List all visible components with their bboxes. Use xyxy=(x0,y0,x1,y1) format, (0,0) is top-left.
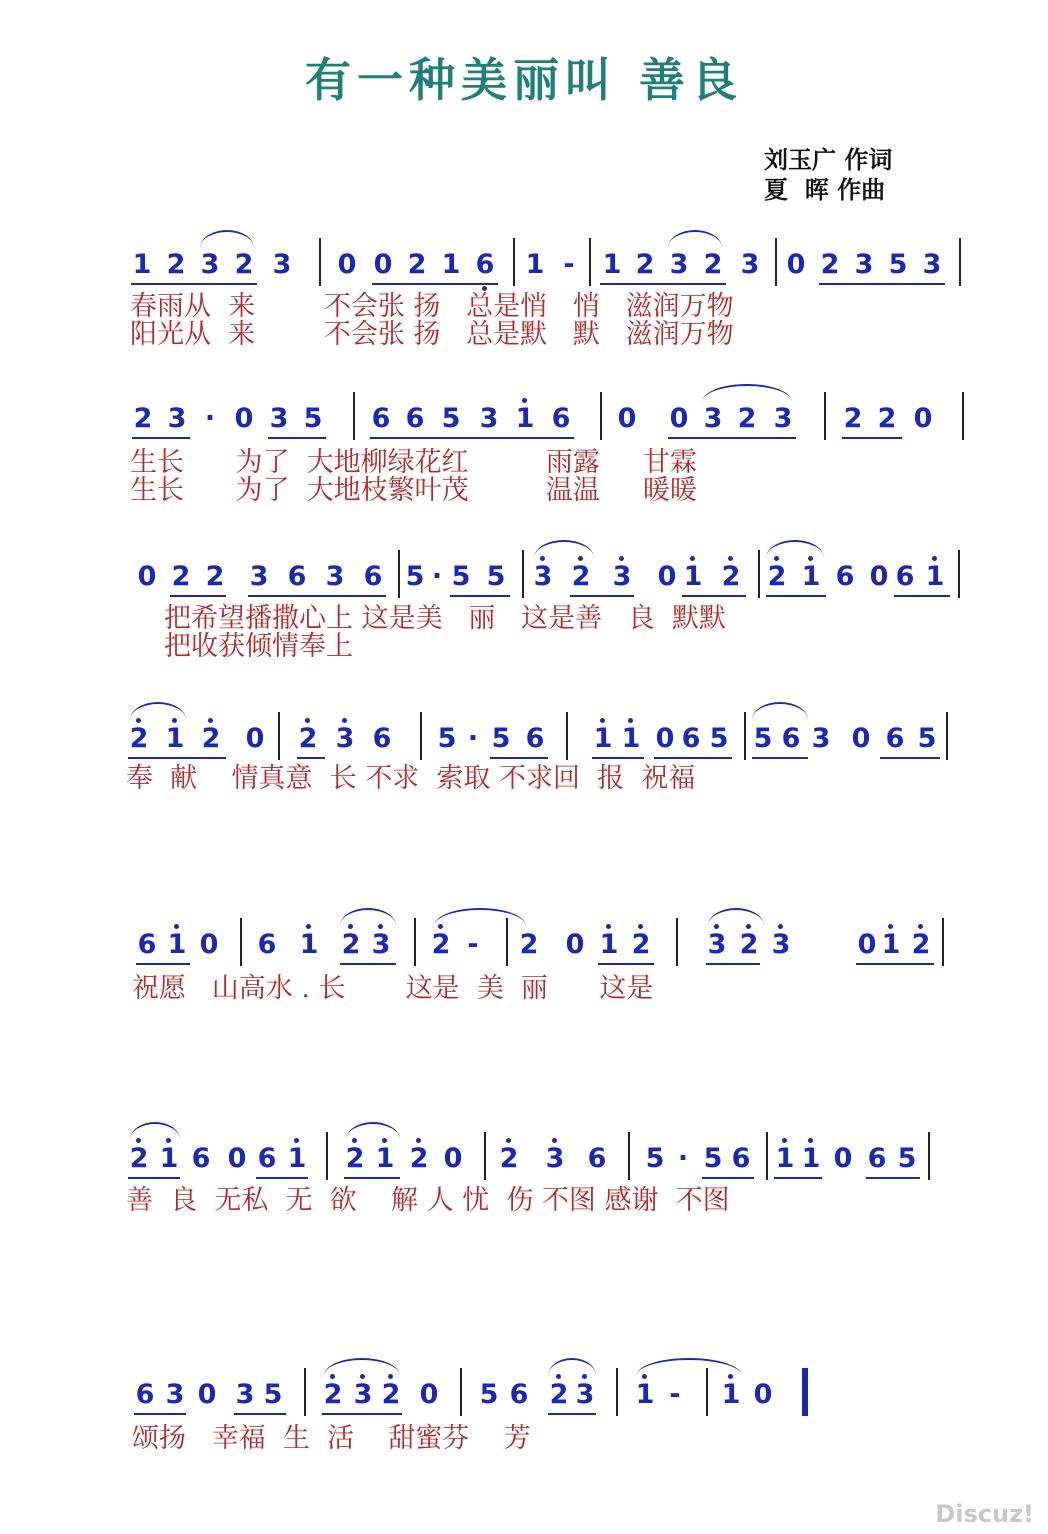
note: 2 xyxy=(404,1144,434,1174)
underline xyxy=(132,437,190,439)
underline xyxy=(766,595,826,597)
note: 6 xyxy=(257,1143,277,1174)
underline xyxy=(340,963,396,965)
lyric-line-2: 阳光从 来 不会张 扬 总是默 默 滋润万物 xyxy=(130,319,734,350)
note: 5 xyxy=(645,1143,665,1174)
note: 0 xyxy=(227,1143,247,1174)
note: 3 xyxy=(235,1379,255,1410)
note: 3 xyxy=(479,403,499,434)
underline xyxy=(170,595,226,597)
notation-line xyxy=(0,1132,1048,1192)
underline xyxy=(598,963,654,965)
note: 6 xyxy=(137,929,157,960)
note: · xyxy=(467,723,479,754)
note: 5 xyxy=(437,723,457,754)
note: - xyxy=(563,249,575,280)
underline xyxy=(866,1177,920,1179)
note: 6 xyxy=(405,403,425,434)
note: 6 xyxy=(257,929,277,960)
note: 2 xyxy=(171,561,191,592)
slur xyxy=(324,1358,400,1376)
note: 5 xyxy=(263,1379,283,1410)
bar-line xyxy=(946,712,948,760)
note: 6 xyxy=(287,561,307,592)
note: 2 xyxy=(234,249,254,280)
note: 0 xyxy=(786,249,806,280)
underline xyxy=(128,1177,180,1179)
watermark: Discuz! xyxy=(935,1500,1034,1528)
note: 5 xyxy=(303,403,323,434)
lyric-line-1: 奉 献 情真意 长 不求 索取 不求回 报 祝福 xyxy=(126,763,696,794)
bar-line xyxy=(589,238,591,286)
underline xyxy=(297,757,325,759)
note: 5 xyxy=(486,561,506,592)
note: 2 xyxy=(166,249,186,280)
underline xyxy=(322,1413,402,1415)
note: 5 xyxy=(451,561,471,592)
note: 6 xyxy=(867,1143,887,1174)
note: 3 xyxy=(272,249,292,280)
notation-line xyxy=(0,392,1048,452)
underline xyxy=(134,1413,186,1415)
lyricist-credit: 刘玉广 作词 xyxy=(764,145,893,174)
underline xyxy=(344,1177,400,1179)
note: 1 xyxy=(132,249,152,280)
underline xyxy=(136,963,190,965)
slur xyxy=(130,702,186,720)
note: 1 xyxy=(630,1380,660,1410)
bar-line xyxy=(928,1132,930,1180)
bar-line xyxy=(942,918,944,966)
bar-line xyxy=(420,712,422,760)
slur xyxy=(200,230,254,248)
note: 6 xyxy=(470,250,500,280)
note: 0 xyxy=(857,929,877,960)
note: 1 xyxy=(160,724,190,754)
note: 2 xyxy=(843,403,863,434)
note: 0 xyxy=(137,561,157,592)
bar-line xyxy=(304,1368,306,1416)
note: 2 xyxy=(426,930,456,960)
note: 5 xyxy=(441,403,461,434)
note: 2 xyxy=(734,930,764,960)
bar-line xyxy=(513,238,515,286)
lyric-line-1: 生长 为了 大地柳绿花红 雨露 甘霖 xyxy=(130,447,697,478)
note: 2 xyxy=(318,1380,348,1410)
underline xyxy=(234,1413,286,1415)
note: 5 xyxy=(405,561,425,592)
note: 0 xyxy=(337,249,357,280)
note: 2 xyxy=(205,561,225,592)
composer-credit: 夏 晖 作曲 xyxy=(764,175,886,204)
note: 0 xyxy=(419,1379,439,1410)
note: 3 xyxy=(773,403,793,434)
note: 5 xyxy=(897,1143,917,1174)
note: 0 xyxy=(245,723,265,754)
note: 2 xyxy=(906,930,936,960)
note: - xyxy=(467,929,479,960)
lyric-line-2: 生长 为了 大地枝繁叶茂 温温 暖暖 xyxy=(130,475,697,506)
note: 3 xyxy=(607,562,637,592)
underline xyxy=(668,437,796,439)
note: 2 xyxy=(566,562,596,592)
slur xyxy=(636,1358,742,1376)
underline xyxy=(370,437,574,439)
notation-line xyxy=(0,238,1048,298)
note: 3 xyxy=(348,1380,378,1410)
underline xyxy=(880,757,940,759)
note: 2 xyxy=(196,724,226,754)
note: 6 xyxy=(135,1379,155,1410)
note: 2 xyxy=(519,929,539,960)
note: 0 xyxy=(669,403,689,434)
note: 1 xyxy=(510,404,540,434)
note: 1 xyxy=(441,249,461,280)
note: 1 xyxy=(154,1144,184,1174)
note: 1 xyxy=(678,562,708,592)
bar-line xyxy=(353,392,355,440)
bar-line xyxy=(616,1368,618,1416)
note: 5 xyxy=(753,723,773,754)
note: 2 xyxy=(124,724,154,754)
bar-line xyxy=(414,918,416,966)
bar-line xyxy=(959,238,961,286)
slur xyxy=(752,702,808,720)
note: 5 xyxy=(703,1143,723,1174)
note: 1 xyxy=(602,249,622,280)
note: 0 xyxy=(657,561,677,592)
note: 5 xyxy=(917,723,937,754)
note: 6 xyxy=(885,723,905,754)
notation-line xyxy=(0,550,1048,610)
note: 2 xyxy=(635,249,655,280)
note: 3 xyxy=(366,930,396,960)
note: 3 xyxy=(330,724,360,754)
note: 6 xyxy=(525,723,545,754)
note: 3 xyxy=(200,249,220,280)
note: 6 xyxy=(509,1379,529,1410)
lyric-line-1: 颂扬 幸福 生 活 甜蜜芬 芳 xyxy=(132,1423,531,1454)
note: 1 xyxy=(796,562,826,592)
note: 2 xyxy=(716,562,746,592)
note: 2 xyxy=(124,1144,154,1174)
note: 0 xyxy=(565,929,585,960)
lyric-line-1: 善 良 无私 无 欲 解 人 忧 伤 不图 感谢 不图 xyxy=(126,1185,730,1216)
slur xyxy=(346,1122,400,1140)
bar-line xyxy=(824,392,826,440)
note: 3 xyxy=(528,562,558,592)
bar-line xyxy=(958,550,960,598)
bar-line xyxy=(326,1132,328,1180)
note: 1 xyxy=(588,724,618,754)
note: 3 xyxy=(854,249,874,280)
slur xyxy=(708,908,764,926)
note: 3 xyxy=(766,930,796,960)
bar-line xyxy=(758,550,760,598)
note: 3 xyxy=(703,403,723,434)
underline xyxy=(819,283,945,285)
note: 1 xyxy=(920,562,950,592)
lyric-line-1: 春雨从 来 不会张 扬 总是悄 悄 滋润万物 xyxy=(130,291,734,322)
bar-line xyxy=(628,1132,630,1180)
note: 0 xyxy=(373,249,393,280)
bar-line xyxy=(460,1368,462,1416)
bar-line xyxy=(766,1132,768,1180)
note: 6 xyxy=(681,723,701,754)
underline xyxy=(752,757,808,759)
note: 3 xyxy=(669,249,689,280)
notation-line xyxy=(0,918,1048,978)
underline xyxy=(268,437,326,439)
note: 0 xyxy=(913,403,933,434)
note: 3 xyxy=(570,1380,600,1410)
note: 1 xyxy=(594,930,624,960)
slur xyxy=(766,540,824,558)
underline xyxy=(592,757,644,759)
slur xyxy=(340,908,396,926)
bar-line xyxy=(676,918,678,966)
underline xyxy=(702,1177,754,1179)
note: 2 xyxy=(376,1380,406,1410)
note: 3 xyxy=(740,249,760,280)
note: 2 xyxy=(494,1144,524,1174)
note: 3 xyxy=(269,403,289,434)
note: · xyxy=(677,1143,689,1174)
note: 0 xyxy=(851,723,871,754)
lyric-line-1: 把希望播撒心上 这是美 丽 这是善 良 默默 xyxy=(164,603,726,634)
note: 6 xyxy=(587,1143,607,1174)
underline xyxy=(548,1413,596,1415)
note: 0 xyxy=(234,403,254,434)
note: 0 xyxy=(753,1379,773,1410)
note: · xyxy=(431,561,443,592)
underline xyxy=(842,437,902,439)
note: 6 xyxy=(372,723,392,754)
note: 0 xyxy=(617,403,637,434)
underline xyxy=(600,283,726,285)
note: 1 xyxy=(162,930,192,960)
underline xyxy=(490,757,548,759)
note: 1 xyxy=(876,930,906,960)
underline xyxy=(856,963,934,965)
slur xyxy=(534,540,594,558)
underline xyxy=(570,595,634,597)
note: 2 xyxy=(544,1380,574,1410)
note: 2 xyxy=(737,403,757,434)
underline xyxy=(248,595,386,597)
note: 3 xyxy=(249,561,269,592)
underline xyxy=(450,595,510,597)
bar-line xyxy=(522,550,524,598)
note: 6 xyxy=(731,1143,751,1174)
note: 5 xyxy=(479,1379,499,1410)
note: 2 xyxy=(293,724,323,754)
note: 2 xyxy=(407,249,427,280)
bar-line xyxy=(566,712,568,760)
note: 1 xyxy=(796,1144,826,1174)
note: 6 xyxy=(363,561,383,592)
song-title: 有一种美丽叫 善良 xyxy=(304,53,743,107)
bar-line xyxy=(240,918,242,966)
note: 3 xyxy=(811,723,831,754)
underline xyxy=(654,757,732,759)
note: 2 xyxy=(336,930,366,960)
slur xyxy=(130,1122,180,1140)
underline xyxy=(256,1177,308,1179)
slur xyxy=(548,1358,596,1376)
note: 1 xyxy=(616,724,646,754)
note: 2 xyxy=(877,403,897,434)
note: 6 xyxy=(551,403,571,434)
note: 0 xyxy=(199,929,219,960)
note: · xyxy=(204,403,216,434)
final-bar-line xyxy=(802,1368,808,1416)
note: 3 xyxy=(540,1144,570,1174)
note: 5 xyxy=(888,249,908,280)
note: 3 xyxy=(167,403,187,434)
underline xyxy=(682,595,746,597)
bar-line xyxy=(600,392,602,440)
bar-line xyxy=(962,392,964,440)
bar-line xyxy=(744,712,746,760)
underline xyxy=(128,757,226,759)
note: 2 xyxy=(820,249,840,280)
note: 2 xyxy=(133,403,153,434)
note: 0 xyxy=(197,1379,217,1410)
bar-line xyxy=(319,238,321,286)
note: 6 xyxy=(835,561,855,592)
bar-line xyxy=(775,238,777,286)
note: - xyxy=(669,1379,681,1410)
slur xyxy=(702,384,792,402)
note: 2 xyxy=(762,562,792,592)
note: 3 xyxy=(922,249,942,280)
slur xyxy=(668,230,722,248)
note: 6 xyxy=(781,723,801,754)
note: 5 xyxy=(491,723,511,754)
note: 3 xyxy=(702,930,732,960)
underline xyxy=(131,283,257,285)
note: 6 xyxy=(895,561,915,592)
slur xyxy=(434,908,526,926)
bar-line xyxy=(484,1132,486,1180)
note: 2 xyxy=(340,1144,370,1174)
note: 3 xyxy=(165,1379,185,1410)
notation-line xyxy=(0,1368,1048,1428)
underline xyxy=(774,1177,822,1179)
bar-line xyxy=(278,712,280,760)
lyric-line-2: 把收获倾情奉上 xyxy=(164,631,353,662)
note: 5 xyxy=(709,723,729,754)
note: 1 xyxy=(370,1144,400,1174)
underline xyxy=(894,595,950,597)
note: 0 xyxy=(869,561,889,592)
underline xyxy=(706,963,760,965)
note: 6 xyxy=(371,403,391,434)
lyric-line-1: 祝愿 山高水 . 长 这是 美 丽 这是 xyxy=(132,973,654,1004)
note: 2 xyxy=(703,249,723,280)
note: 1 xyxy=(294,930,324,960)
note: 0 xyxy=(443,1143,463,1174)
note: 2 xyxy=(626,930,656,960)
note: 0 xyxy=(833,1143,853,1174)
note: 1 xyxy=(282,1144,312,1174)
note: 1 xyxy=(770,1144,800,1174)
note: 1 xyxy=(716,1380,746,1410)
credits xyxy=(764,145,892,205)
note: 0 xyxy=(655,723,675,754)
underline xyxy=(372,283,498,285)
note: 6 xyxy=(191,1143,211,1174)
note: 1 xyxy=(525,249,545,280)
note: 3 xyxy=(325,561,345,592)
